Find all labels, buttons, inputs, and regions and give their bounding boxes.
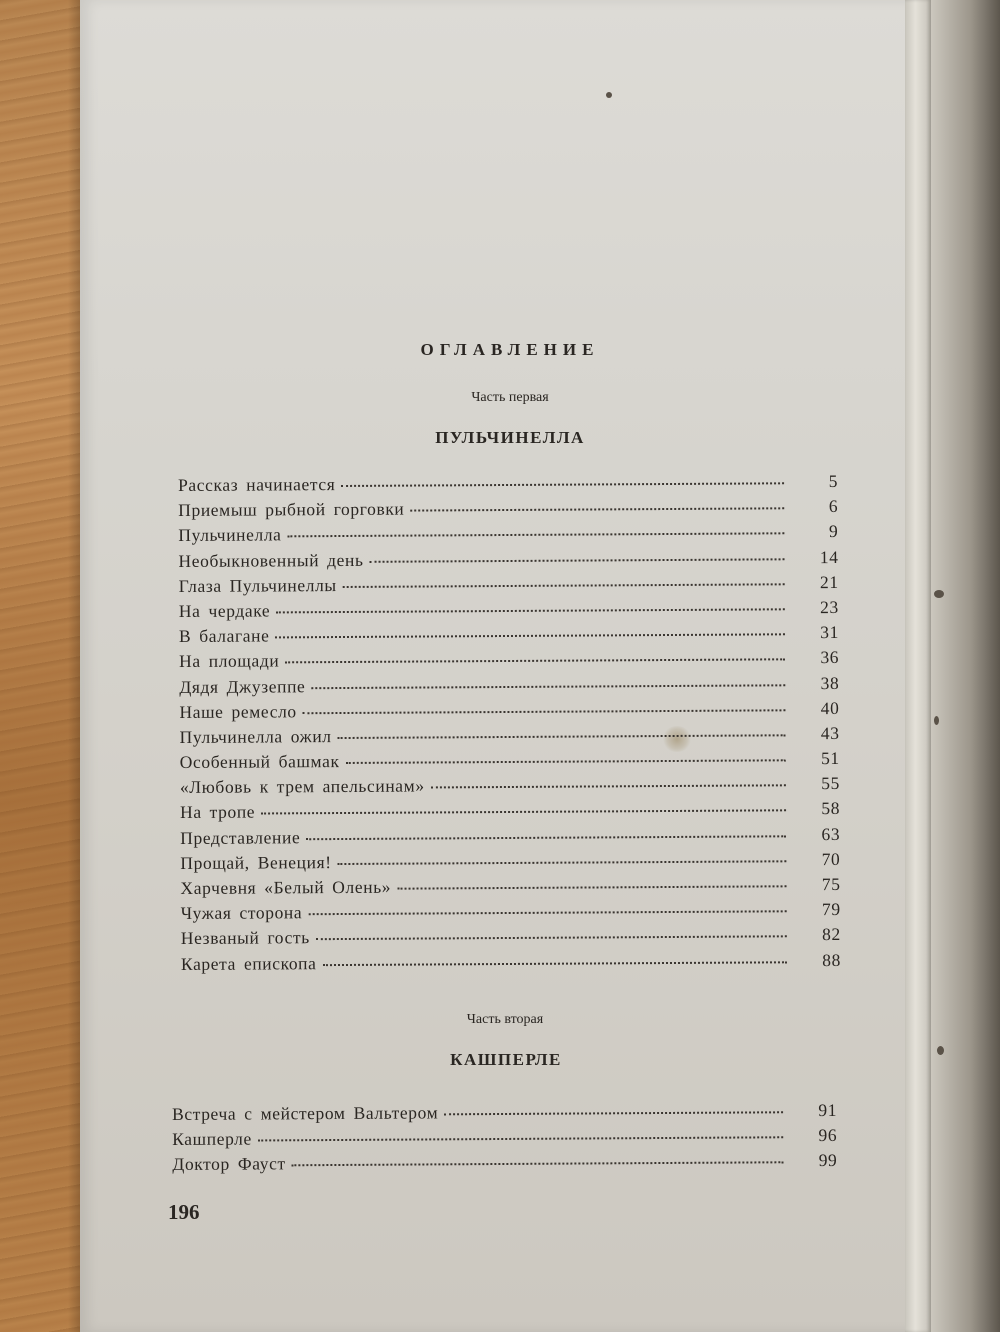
toc-entry-page: 82 [822, 924, 841, 945]
toc-entry-page: 88 [822, 949, 842, 970]
toc-entry-page: 99 [818, 1150, 838, 1171]
toc-entry [181, 950, 841, 979]
toc-entry-page: 51 [820, 748, 840, 769]
toc-entry-page: 5 [828, 470, 839, 492]
toc-entry-title: Харчевня «Белый Олень» [180, 876, 392, 898]
toc-entry-title: Наше ремесло [179, 700, 297, 722]
ink-speck [934, 716, 939, 725]
toc-entry-title: Доктор Фауст [172, 1153, 286, 1175]
toc-entry-page: 96 [818, 1125, 838, 1146]
toc-leader-dots [308, 910, 786, 915]
toc-entry-page: 14 [819, 546, 839, 567]
toc-leader-dots [346, 759, 786, 764]
toc-leader-dots [397, 885, 786, 889]
toc-entry-title: Дядя Джузеппе [179, 675, 306, 697]
toc-leader-dots [275, 633, 785, 638]
page-number: 196 [168, 1200, 200, 1224]
toc-entry-page: 9 [828, 521, 839, 542]
toc-entry-page: 38 [820, 672, 840, 693]
toc-leader-dots [306, 835, 786, 840]
toc-leader-dots [292, 1162, 784, 1167]
part-two-toc-list [172, 1100, 837, 1180]
book-spine-fold [905, 0, 931, 1332]
toc-entry-title: Глаза Пульчинеллы [178, 574, 337, 596]
toc-leader-dots [261, 810, 786, 815]
toc-entry-title: На площади [179, 650, 280, 672]
toc-entry-page: 58 [821, 798, 841, 819]
toc-leader-dots [338, 734, 786, 739]
toc-entry-title: Рассказ начинается [178, 474, 336, 495]
toc-entry-page: 31 [820, 622, 840, 643]
toc-entry-page: 70 [821, 848, 841, 869]
toc-heading: ОГЛАВЛЕНИЕ [420, 340, 600, 359]
toc-entry-title: Незваный гость [180, 927, 310, 949]
toc-leader-dots [343, 583, 785, 588]
toc-leader-dots [311, 684, 785, 689]
part-two-title: КАШПЕРЛЕ [450, 1050, 562, 1069]
part-one-title: ПУЛЬЧИНЕЛЛА [435, 428, 585, 447]
toc-entry-page: 79 [821, 899, 841, 920]
toc-entry-title: Кашперле [172, 1128, 252, 1150]
toc-entry-page: 21 [819, 571, 839, 592]
ink-speck [606, 92, 612, 98]
part-one-label: Часть первая [471, 390, 549, 405]
ink-speck [937, 1046, 944, 1055]
toc-entry-page: 36 [820, 647, 840, 668]
ink-speck [934, 590, 944, 598]
toc-entry-page: 55 [821, 773, 840, 794]
toc-entry-page: 23 [820, 596, 839, 618]
toc-entry-page: 6 [828, 496, 839, 517]
toc-entry-title: «Любовь к трем апельсинам» [179, 775, 425, 798]
toc-leader-dots [258, 1136, 783, 1141]
toc-leader-dots [316, 936, 787, 941]
toc-entry-title: На чердаке [178, 600, 271, 621]
toc-entry-title: Чужая сторона [180, 902, 303, 924]
toc-entry-title: В балагане [178, 625, 270, 647]
toc-leader-dots [370, 558, 785, 563]
toc-entry [172, 1150, 837, 1179]
toc-leader-dots [288, 533, 785, 538]
toc-leader-dots [410, 507, 784, 511]
part-two-label: Часть вторая [466, 1012, 544, 1027]
toc-entry-page: 75 [821, 873, 841, 895]
toc-entry-title: Пульчинелла [178, 524, 282, 546]
toc-leader-dots [338, 860, 787, 865]
toc-leader-dots [431, 785, 786, 789]
toc-entry-title: Приемыш рыбной горговки [178, 498, 405, 521]
toc-leader-dots [285, 659, 785, 664]
toc-entry-page: 40 [820, 697, 840, 718]
toc-entry-title: Представление [180, 826, 301, 848]
toc-entry-page: 63 [821, 823, 841, 844]
toc-entry-page: 91 [818, 1099, 838, 1121]
toc-entry-title: Необыкновенный день [178, 549, 364, 571]
toc-entry-title: Встреча с мейстером Вальтером [172, 1102, 439, 1124]
toc-leader-dots [444, 1111, 783, 1115]
toc-entry-title: На тропе [180, 801, 256, 823]
part-one-toc-list [178, 471, 841, 979]
toc-entry-title: Карета епископа [180, 952, 317, 974]
toc-leader-dots [276, 608, 785, 613]
toc-entry-title: Пульчинелла ожил [179, 725, 332, 747]
toc-leader-dots [322, 961, 787, 966]
toc-leader-dots [303, 709, 786, 714]
toc-entry-title: Прощай, Венеция! [180, 851, 332, 873]
toc-entry-page: 43 [820, 722, 840, 743]
toc-leader-dots [341, 482, 784, 487]
toc-entry-title: Особенный башмак [179, 751, 340, 773]
